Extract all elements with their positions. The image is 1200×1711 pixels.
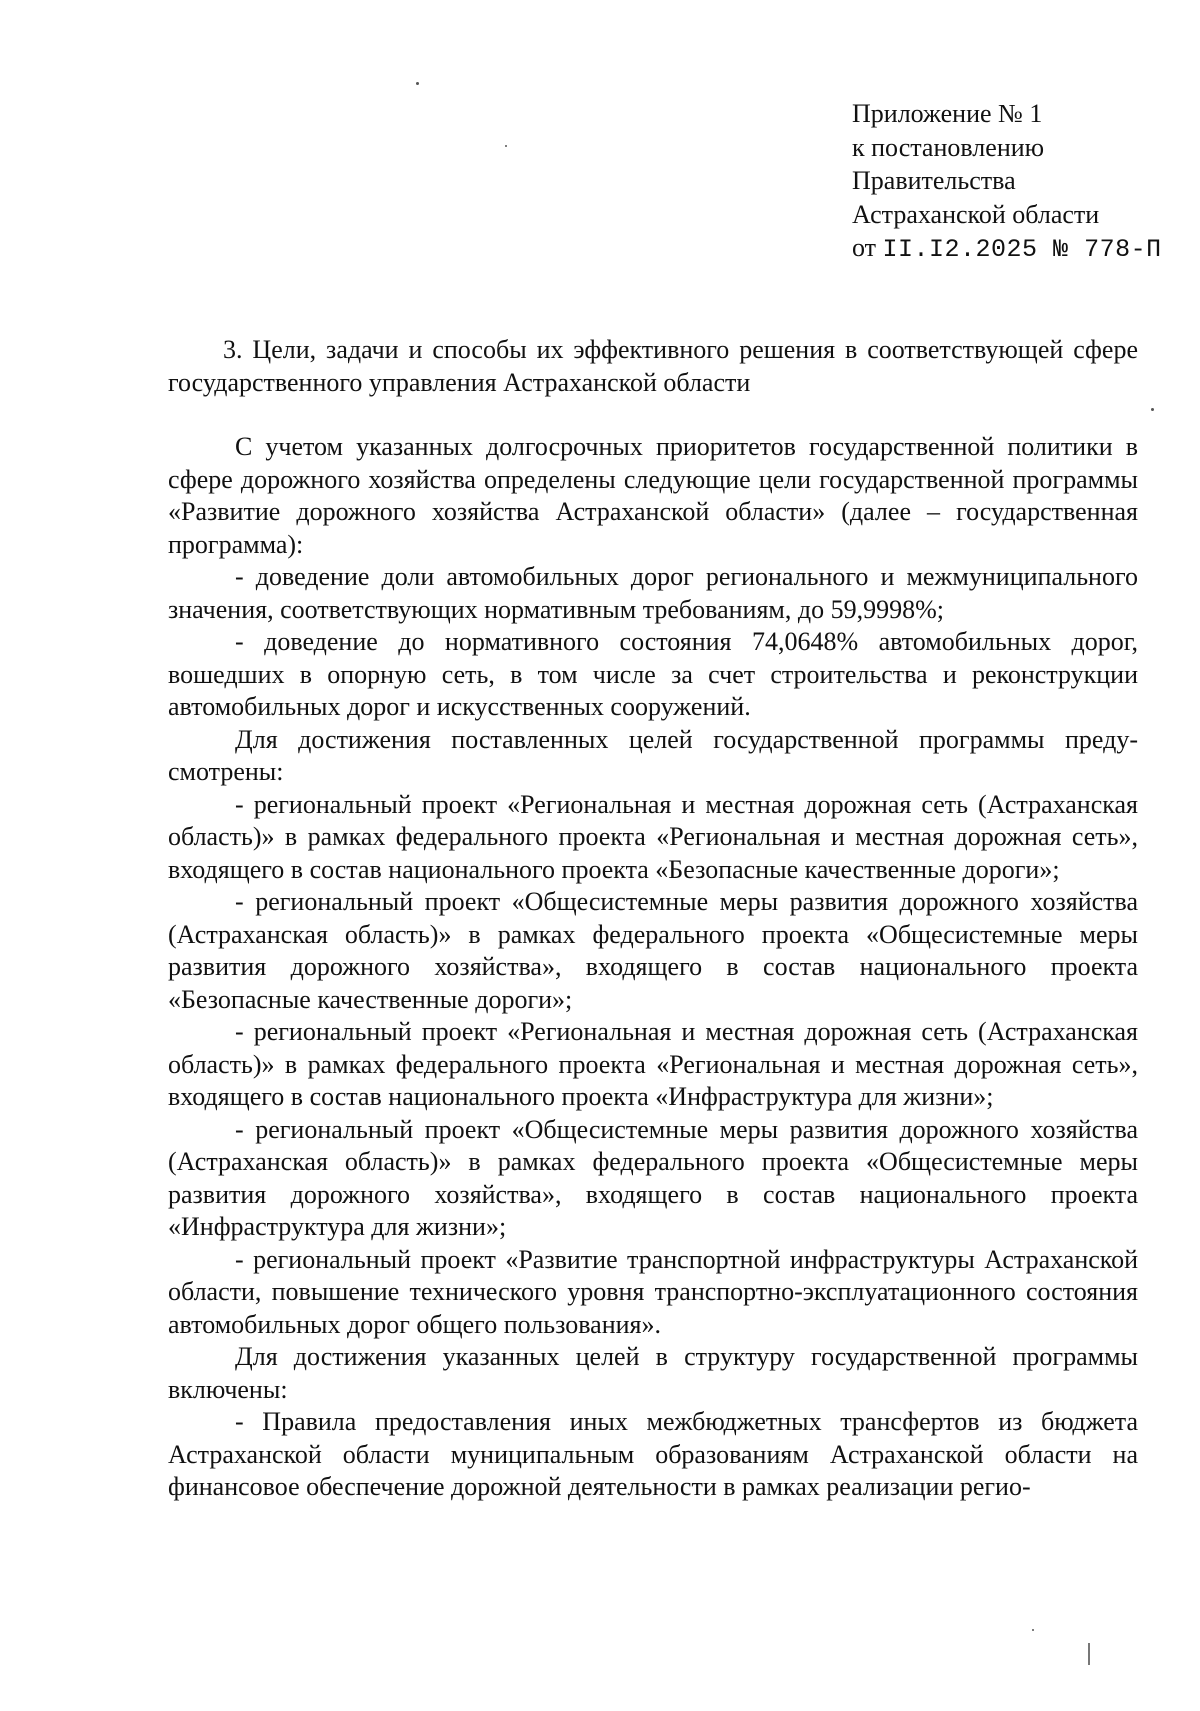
registration-number: II.I2.2025 № 778-П: [882, 235, 1162, 264]
scan-speck: [1151, 408, 1154, 411]
paragraph: - доведение до нормативного состояния 74,0648% автомобильных дорог, вошедших в опорную сеть, в том числе за счет строительства и реконструкции автомобильных дорог и искусственных сооружений.: [168, 627, 1138, 721]
paragraph: - региональный проект «Общесистемные меры развития дорожного хозяйства (Астраханская область)» в рамках федерального проекта «Общесистемные меры развития дорожного хозяйства», входящего в состав национального проекта «Безопасные качественные дороги»;: [168, 887, 1138, 1014]
scan-mark: [1088, 1643, 1090, 1665]
appendix-date-line: [852, 231, 1162, 267]
section-title: 3. Цели, задачи и способы их эффективного решения в соответствующей сфере государственного управления Астраханской области: [168, 335, 1138, 397]
date-prefix: от: [852, 233, 877, 262]
paragraph: - региональный проект «Региональная и местная дорожная сеть (Астраханская область)» в рамках федерального проекта «Региональная и местная дорожная сеть», входящего в состав национального проекта «Безопасные качественные дороги»;: [168, 789, 1138, 884]
appendix-line-3: Правительства: [852, 166, 1016, 195]
paragraph: - доведение доли автомобильных дорог регионального и межмуниципального значения, соответствующих нормативным требованиям, до 59,9998%;: [168, 562, 1138, 624]
scan-speck: [416, 82, 419, 85]
scan-speck: [1032, 1629, 1034, 1631]
paragraph: С учетом указанных долгосрочных приоритетов государственной политики в сфере дорожного хозяйства определены следующие цели государственной программы «Развитие дорожного хозяйства Астраханской области» (далее – государственная программа):: [168, 432, 1138, 559]
paragraph: Для достижения указанных целей в структуру государственной программы включены:: [168, 1342, 1138, 1404]
paragraph: - Правила предоставления иных межбюджетных трансфертов из бюджета Астраханской области муниципальным образованиям Астраханской области на финансовое обеспечение дорожной деятельности в рамках реализации регио-: [168, 1407, 1138, 1501]
paragraph: - региональный проект «Региональная и местная дорожная сеть (Астраханская область)» в рамках федерального проекта «Региональная и местная дорожная сеть», входящего в состав национального проекта «Инфраструктура для жизни»;: [168, 1017, 1138, 1111]
paragraph: Для достижения поставленных целей государственной программы предусмотрены:: [168, 724, 1138, 786]
appendix-line-1: Приложение № 1: [852, 99, 1043, 128]
paragraph: - региональный проект «Общесистемные меры развития дорожного хозяйства (Астраханская область)» в рамках федерального проекта «Общесистемные меры развития дорожного хозяйства», входящего в состав национального проекта «Инфраструктура для жизни»;: [168, 1114, 1138, 1241]
appendix-line-4: Астраханской области: [852, 199, 1100, 229]
appendix-header: [852, 97, 1162, 267]
paragraph: - региональный проект «Развитие транспортной инфраструктуры Астраханской области, повышение технического уровня транспортно-эксплуатационного состояния автомобильных дорог общего пользования».: [168, 1244, 1138, 1339]
appendix-line-2: к постановлению: [852, 132, 1045, 162]
document-body: [168, 431, 1138, 1504]
scan-speck: [505, 145, 507, 147]
